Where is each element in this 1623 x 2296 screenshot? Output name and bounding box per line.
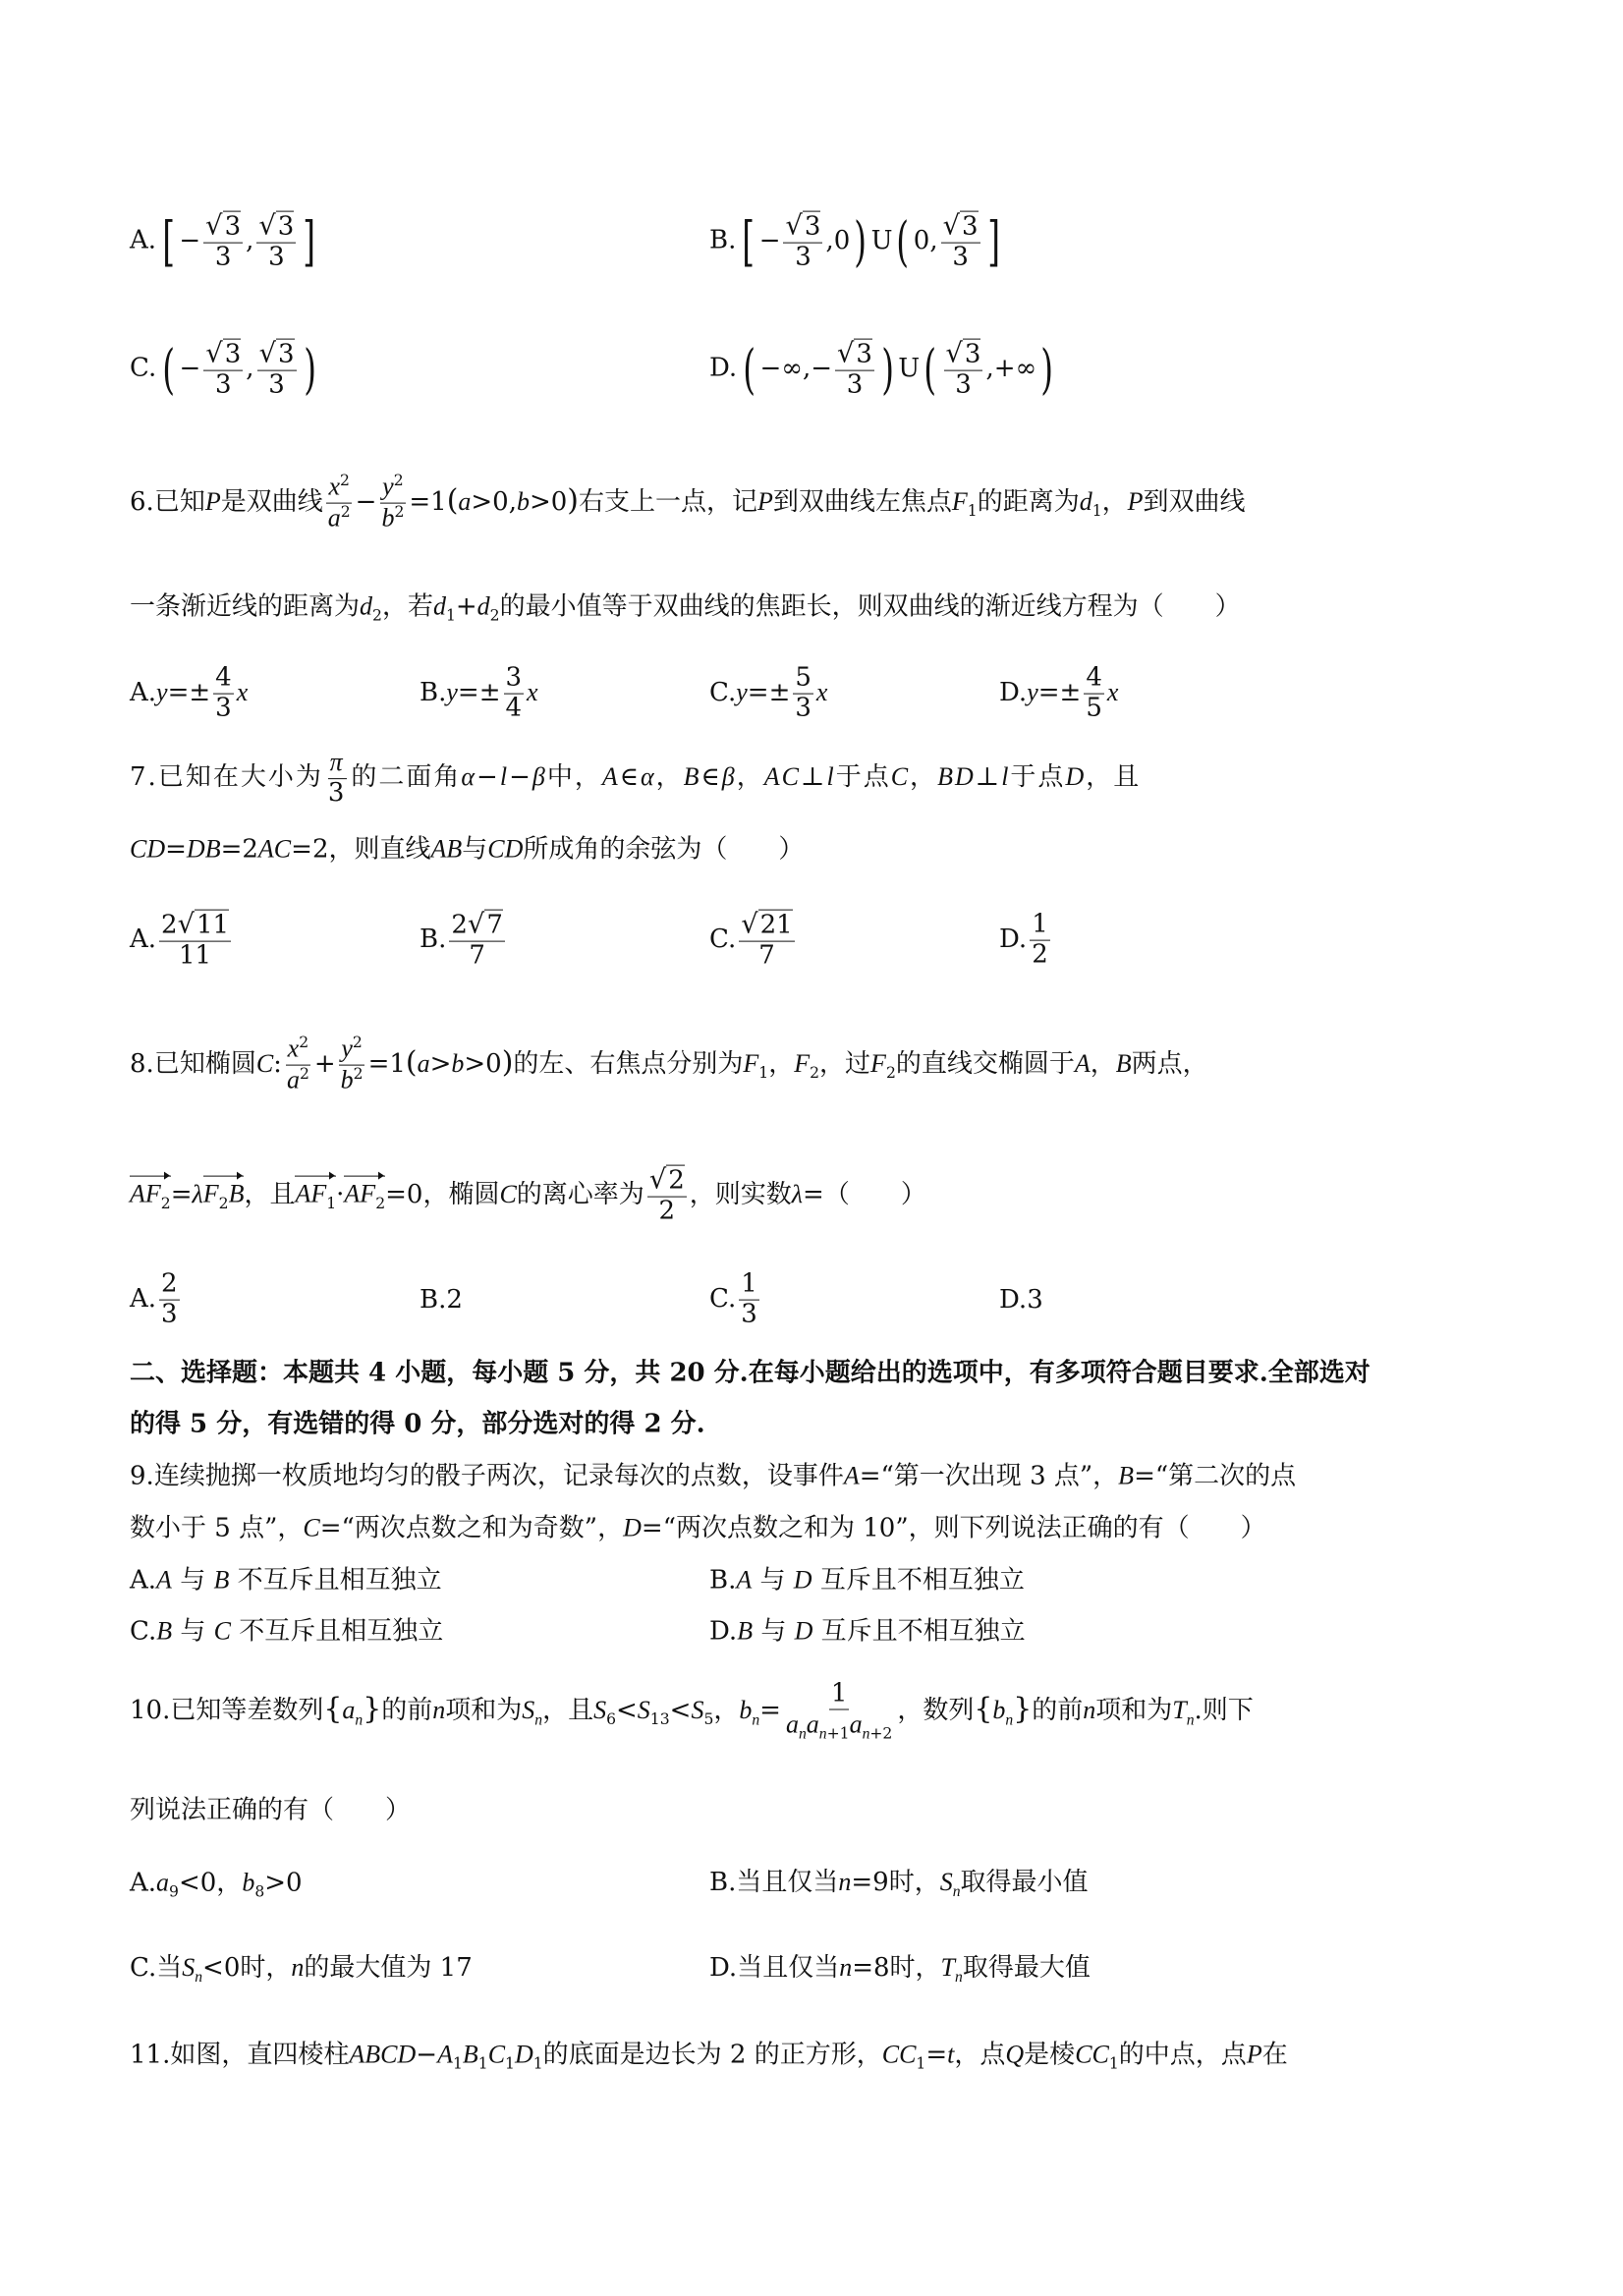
q5-option-a: A. [ − $\frac{√3}{3}$ , $\frac{√3}{3}$ ]: [130, 209, 316, 273]
q9-option-b: B.A 与 D 互斥且不相互独立: [709, 1565, 1025, 1596]
q9-option-a: A.A 与 B 不互斥且相互独立: [130, 1565, 442, 1596]
q5-option-c: C. ( − $\frac{√3}{3}$ , $\frac{√3}{3}$ ): [130, 337, 316, 401]
q6-options-row: [130, 662, 1505, 723]
q11-stem-line-1: [130, 2040, 1505, 2073]
section2-line-1: [130, 1358, 1505, 1388]
q10-option-a: $A.a_9<0$，$b_8>0$: [130, 1868, 303, 1901]
q9-stem-text-1: 9.连续抛掷一枚质地均匀的骰子两次，记录每次的点数，设事件A=“第一次出现 3 点”，B=“第二次的点: [130, 1461, 1297, 1491]
q10-option-b: B.当且仅当n=9时，$S_n$取得最小值: [709, 1867, 1089, 1901]
q7-option-c: C. $\frac{√21}{7}$: [709, 909, 793, 971]
q6-option-c: C.y=± $\frac{5}{3}$ x: [709, 662, 828, 723]
q8-stem-text-2: $AF_2=\lambda F_2B$，且$AF_1\cdot AF_2=0$，椭圆C的离心率为 $\frac{√2}{2}$ ，则实数λ=（ ）: [130, 1164, 926, 1226]
q9-stem-text-2: 数小于 5 点”，C=“两次点数之和为奇数”，D=“两次点数之和为 10”，则下列说法正确的有（ ）: [130, 1513, 1266, 1543]
q10-options-row-1: [130, 1867, 1505, 1901]
section2-header-2: 的得 5 分，有选错的得 0 分，部分选对的得 2 分.: [130, 1409, 705, 1439]
q10-option-c: C.当$S_n<0$时，n的最大值为 17: [130, 1952, 473, 1987]
section2-header-1: 二、选择题：本题共 4 小题，每小题 5 分，共 20 分.在每小题给出的选项中，有多项符合题目要求.全部选对: [130, 1358, 1371, 1388]
q6-stem-text-2: 一条渐近线的距离为$d_2$，若$d_1+d_2$的最小值等于双曲线的焦距长，则双曲线的渐近线方程为（ ）: [130, 591, 1241, 625]
q10-option-d: D.当且仅当n=8时，$T_n$取得最大值: [709, 1952, 1091, 1987]
q10-stem-line-2: [130, 1795, 1505, 1825]
q9-options-row-2: [130, 1616, 1505, 1647]
q8-option-d: D.3: [999, 1285, 1043, 1315]
q9-stem-line-2: [130, 1513, 1505, 1543]
q6-stem-text-1: 6.已知P是双曲线 $\frac{x^2}{a^2}$ − $\frac{y^2}{b^2}$ =1(a>0,b>0)右支上一点，记P到双曲线左焦点$F_1$的距离为$d_1$，P到双曲线: [130, 471, 1246, 532]
q8-option-b: B.2: [420, 1285, 463, 1315]
q7-stem-line-1: [130, 748, 1505, 808]
section2-line-2: [130, 1409, 1505, 1439]
q10-stem-text-1: 10.已知等差数列$\{a_n\}$的前n项和为$S_n$，且$S_6<S_{13}<S_5$，$b_n=$ $\frac{1}{a_na_{n+1}a_{n+2}}$ ，数列$\{b_n\}$的前n项和为$T_n$.则下: [130, 1678, 1254, 1743]
q7-stem-text-1: 7.已知在大小为 $\frac{\pi}{3}$ 的二面角α−l−β中，A∈α，B∈β，AC⊥l于点C，BD⊥l于点D，且: [130, 748, 1142, 808]
q6-option-d: D.y=± $\frac{4}{5}$ x: [999, 662, 1119, 723]
q8-stem-text-1: 8.已知椭圆C: $\frac{x^2}{a^2}$ + $\frac{y^2}{b^2}$ =1(a>b>0)的左、右焦点分别为$F_1$，$F_2$，过$F_2$的直线交椭圆于A，B两点，: [130, 1033, 1208, 1094]
q7-options-row: [130, 909, 1505, 971]
q6-stem-line-2: [130, 591, 1505, 625]
q10-stem-text-2: 列说法正确的有（ ）: [130, 1795, 412, 1825]
q6-option-b: B.y=± $\frac{3}{4}$ x: [420, 662, 538, 723]
q7-stem-text-2: CD=DB=2AC=2，则直线AB与CD所成角的余弦为（ ）: [130, 834, 805, 865]
q8-option-a: A. $\frac{2}{3}$: [130, 1268, 178, 1329]
q7-option-d: D. $\frac{1}{2}$: [999, 909, 1048, 970]
q9-option-d: D.B 与 D 互斥且不相互独立: [709, 1616, 1026, 1647]
q5-option-b: B. [ − $\frac{√3}{3}$ ,0) U( 0, $\frac{√3}{3}$ ]: [709, 209, 1000, 273]
q7-stem-line-2: [130, 834, 1505, 865]
q9-options-row-1: [130, 1565, 1505, 1596]
q10-options-row-2: [130, 1952, 1505, 1987]
q6-option-a: A.y=± $\frac{4}{3}$ x: [130, 662, 249, 723]
q8-option-c: C. $\frac{1}{3}$: [709, 1268, 757, 1329]
q8-options-row: [130, 1268, 1505, 1329]
q10-stem-line-1: [130, 1678, 1505, 1743]
q5-options-row-1: [130, 209, 1505, 273]
q5-options-row-2: [130, 337, 1505, 401]
q9-option-c: C.B 与 C 不互斥且相互独立: [130, 1616, 444, 1647]
q7-option-b: B. $\frac{2√7}{7}$: [420, 909, 503, 971]
q8-stem-line-1: [130, 1033, 1505, 1094]
q7-option-a: A. $\frac{2√11}{11}$: [130, 909, 230, 971]
q8-stem-line-2: [130, 1164, 1505, 1226]
q9-stem-line-1: [130, 1461, 1505, 1491]
q11-stem-text-1: 11.如图，直四棱柱$ABCD-A_1B_1C_1D_1$的底面是边长为 2 的正方形，$CC_1=t$，点Q是棱$CC_1$的中点，点P在: [130, 2040, 1288, 2073]
q5-option-d: D. ( −∞,− $\frac{√3}{3}$ ) U( $\frac{√3}{3}$ ,+∞): [709, 337, 1054, 401]
q6-stem-line-1: [130, 471, 1505, 532]
